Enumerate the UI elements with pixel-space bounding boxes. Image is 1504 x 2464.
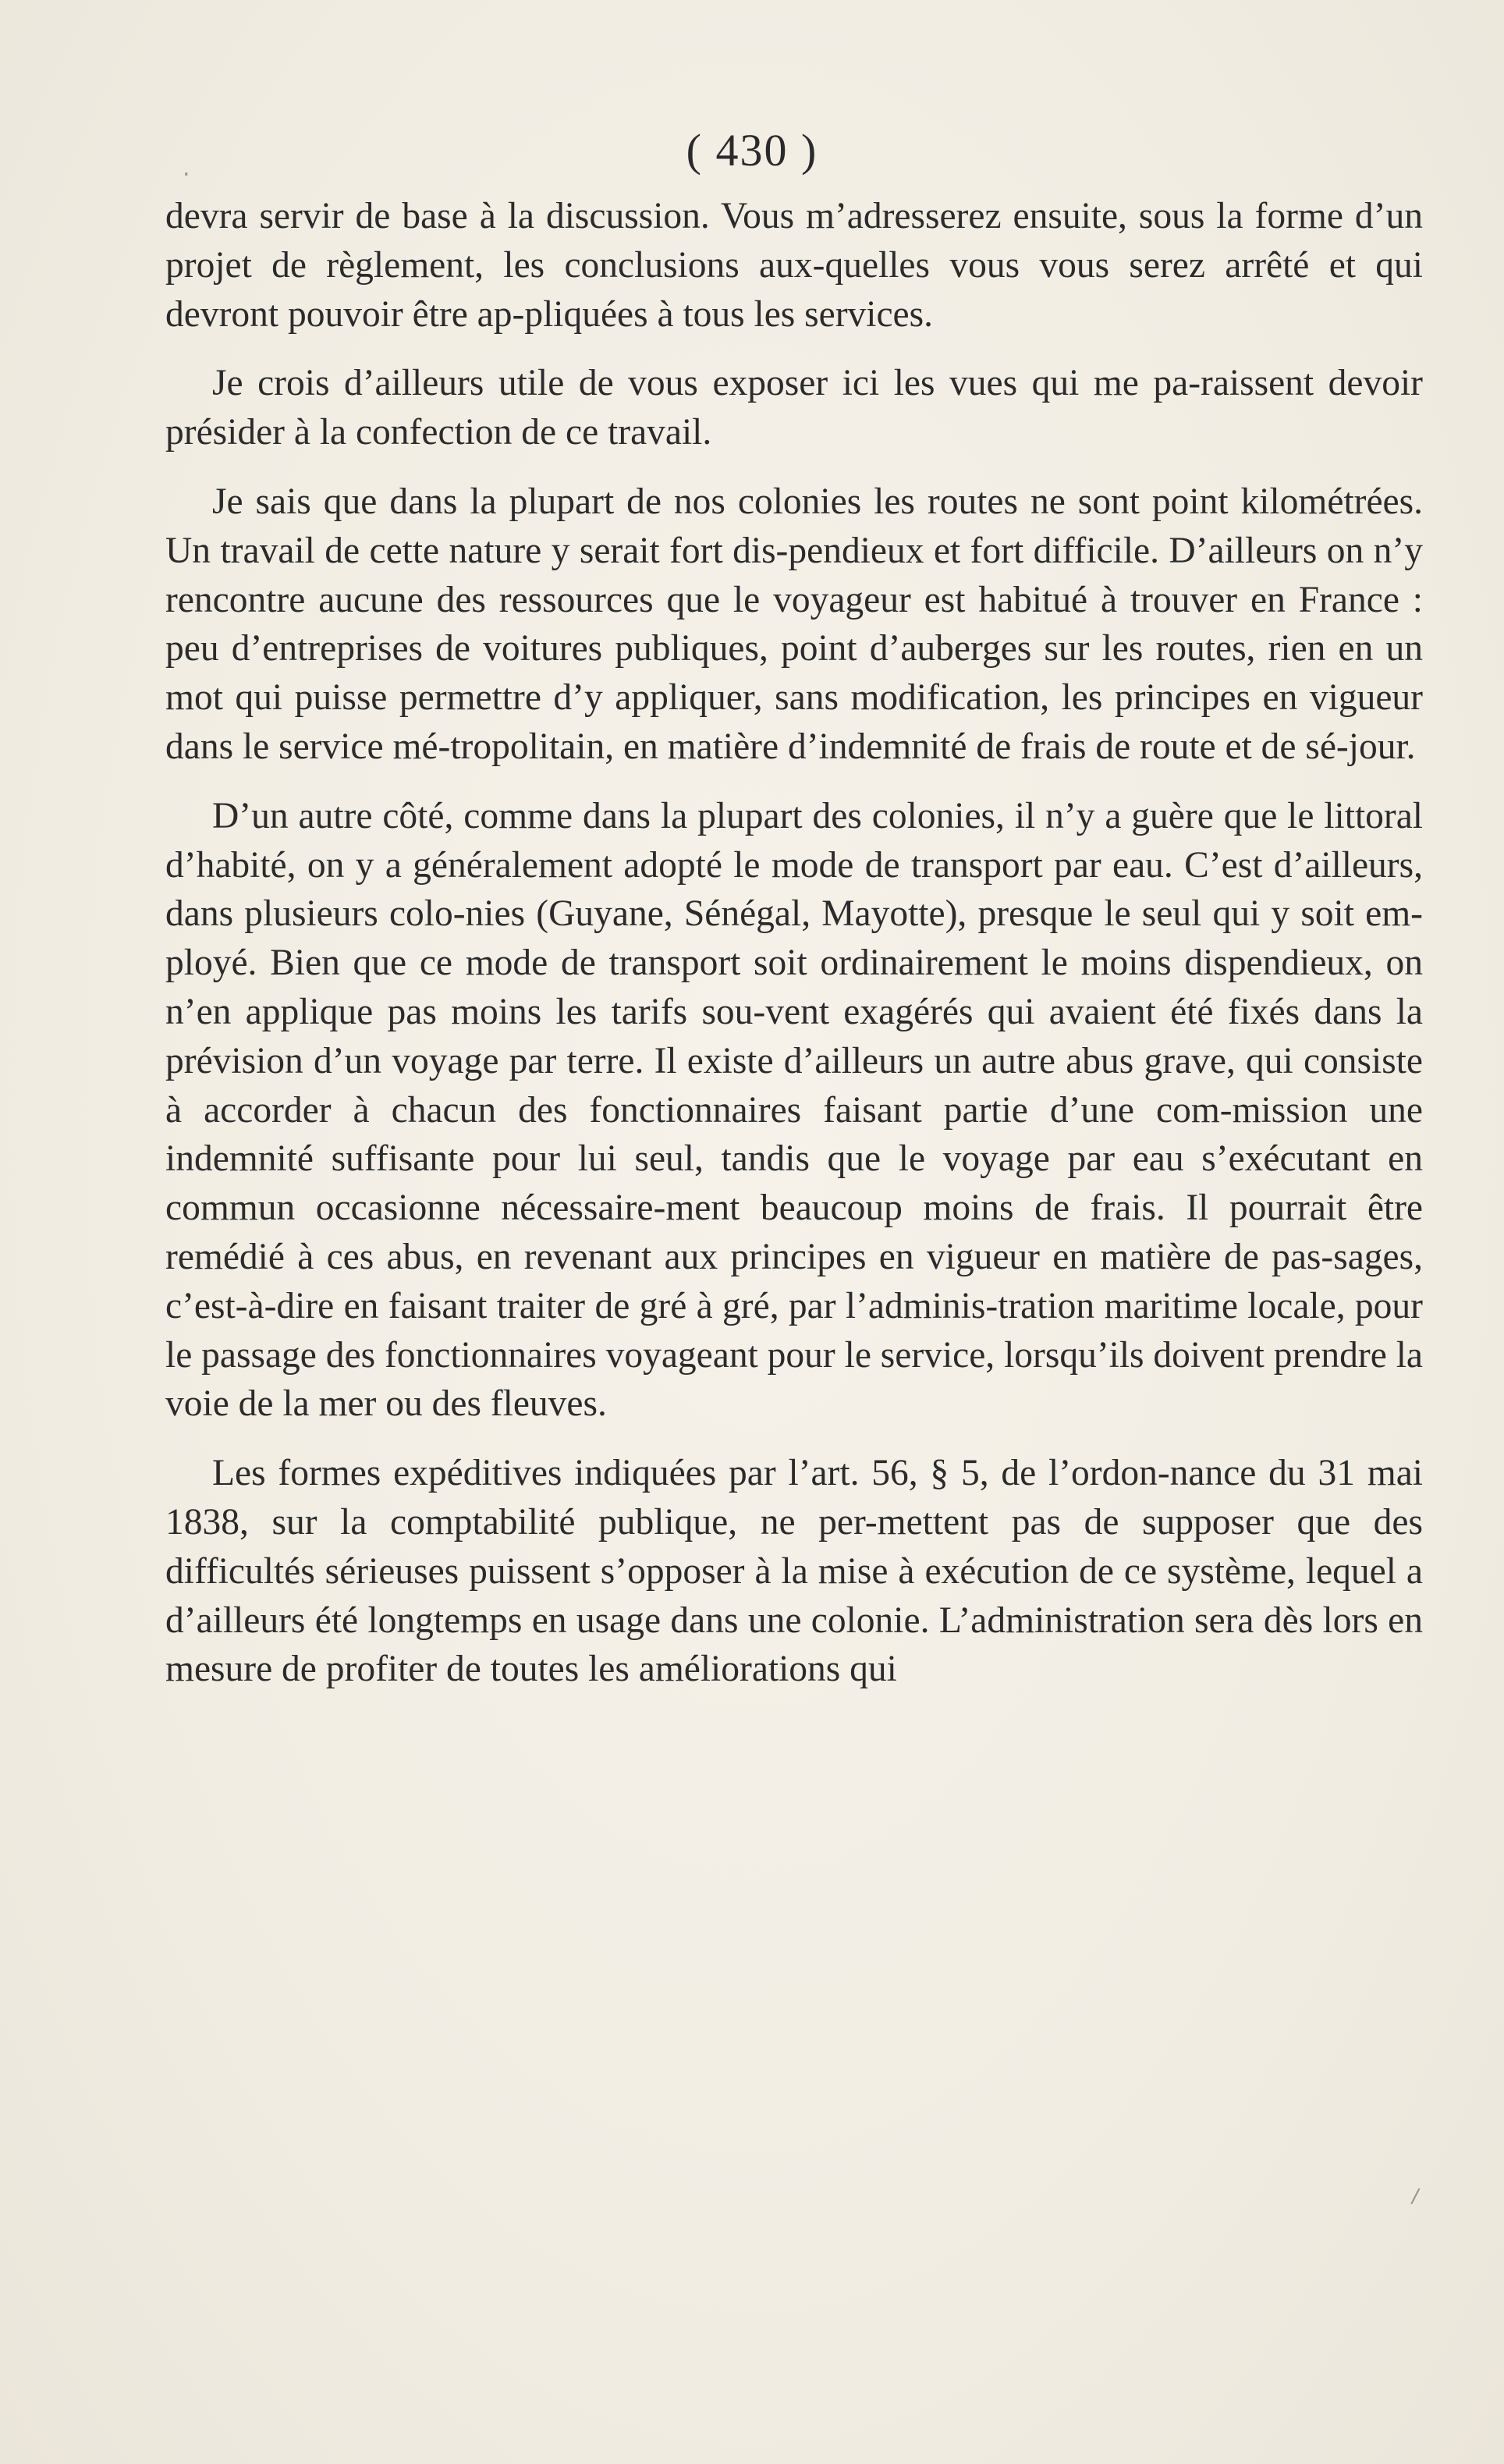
stray-dot-mark: . — [183, 154, 190, 182]
page-number: ( 430 ) — [686, 125, 818, 176]
paragraph-2: Je crois d’ailleurs utile de vous exposer ici les vues qui me pa-raissent devoir présider à la confection de ce travail. — [165, 363, 1423, 453]
paragraph-4: D’un autre côté, comme dans la plupart des colonies, il n’y a guère que le littoral d’habité, on y a généralement adopté le mode de transport par eau. C’est d’ailleurs, dans plusieurs colo-nies (Guyane, Sénégal, Mayotte), presque le seul qui y soit em-ployé. Bien que ce mode de transport soit ordinairement le moins dispendieux, on n’en applique pas moins les tarifs sou-vent exagérés qui avaient été fixés dans la prévision d’un voyage par terre. Il existe d’ailleurs un autre abus grave, qui consiste à accorder à chacun des fonctionnaires faisant partie d’une com-mission une indemnité suffisante pour lui seul, tandis que le voyage par eau s’exécutant en commun occasionne nécessaire-ment beaucoup moins de frais. Il pourrait être remédié à ces abus, en revenant aux principes en vigueur en matière de pas-sages, c’est-à-dire en faisant traiter de gré à gré, par l’adminis-tration maritime locale, pour le passage des fonctionnaires voyageant pour le service, lorsqu’ils doivent prendre la voie de la mer ou des fleuves. — [165, 795, 1423, 1425]
page-header — [0, 123, 1504, 178]
paragraph-5: Les formes expéditives indiquées par l’art. 56, § 5, de l’ordon-nance du 31 mai 1838, sur la comptabilité publique, ne per-mettent pas de supposer que des difficultés sérieuses puissent s’opposer à la mise à exécution de ce système, lequel a d’ailleurs été longtemps en usage dans une colonie. L’administration sera dès lors en mesure de profiter de toutes les améliorations qui — [165, 1453, 1423, 1690]
paragraph-1-continuation: devra servir de base à la discussion. Vous m’adresserez ensuite, sous la forme d’un projet de règlement, les conclusions aux-quelles vous vous serez arrêté et qui devront pouvoir être ap-pliquées à tous les services. — [165, 196, 1423, 335]
body-text — [165, 192, 1423, 1694]
stray-slash-mark: / — [1410, 2184, 1421, 2209]
paragraph-3: Je sais que dans la plupart de nos colonies les routes ne sont point kilométrées. Un travail de cette nature y serait fort dis-pendieux et fort difficile. D’ailleurs on n’y rencontre aucune des ressources que le voyageur est habitué à trouver en France : peu d’entreprises de voitures publiques, point d’auberges sur les routes, rien en un mot qui puisse permettre d’y appliquer, sans modification, les principes en vigueur dans le service mé-tropolitain, en matière d’indemnité de frais de route et de sé-jour. — [165, 481, 1423, 767]
